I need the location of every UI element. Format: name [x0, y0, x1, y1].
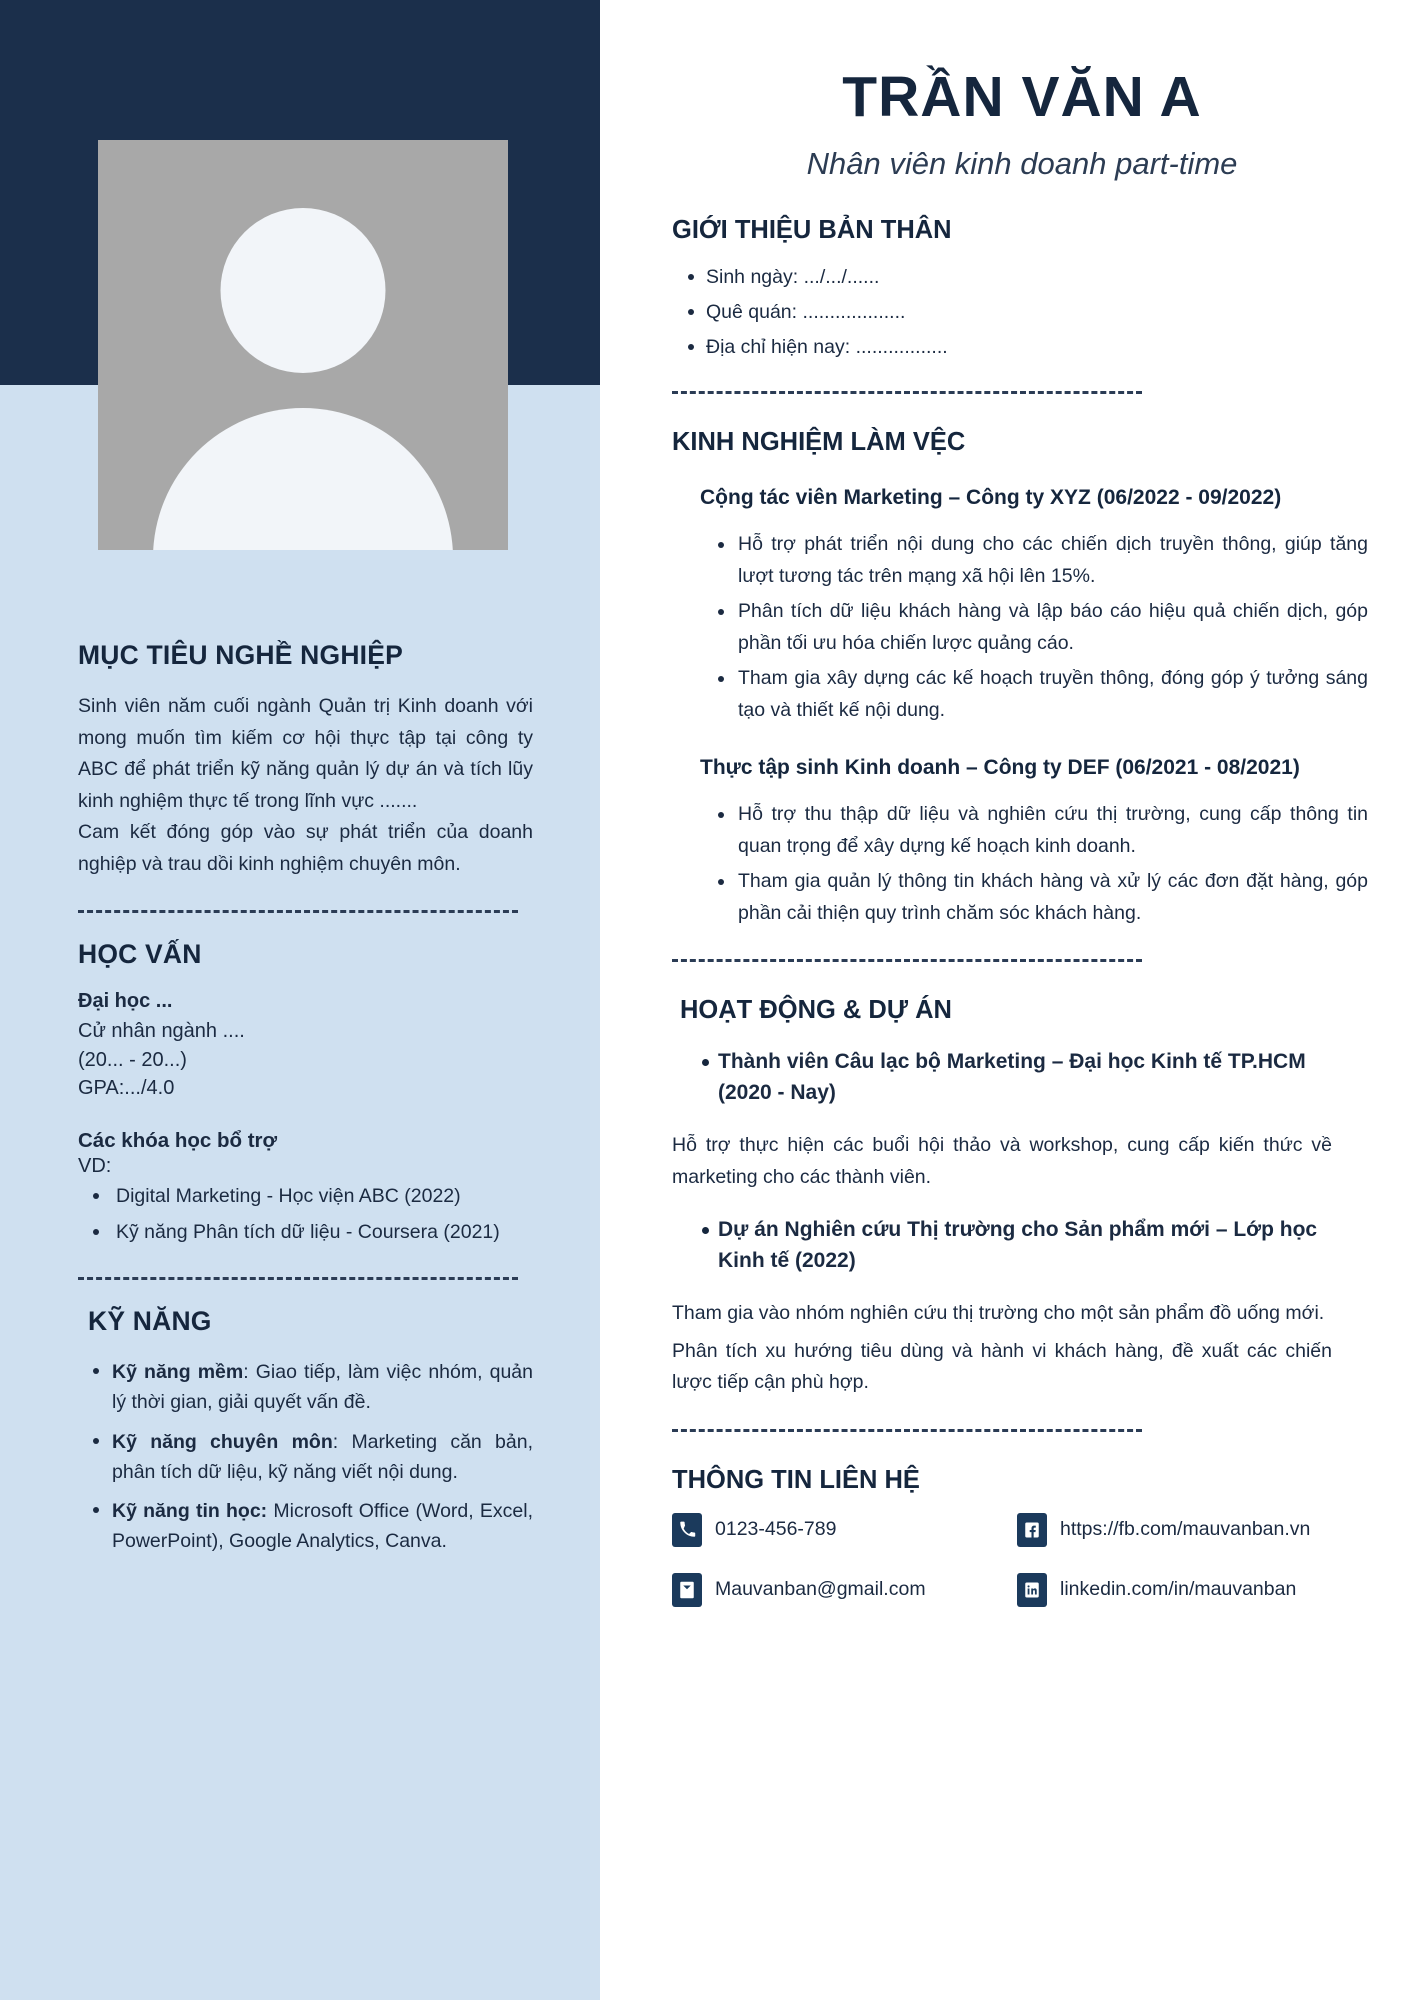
objective-paragraph-1: Sinh viên năm cuối ngành Quản trị Kinh doanh với mong muốn tìm kiếm cơ hội thực tập tại công ty ABC để phát triển kỹ năng quản lý dự án và tích lũy kinh nghiệm thực tế trong lĩnh vực ....... [78, 695, 533, 812]
divider-activities-contact [672, 1429, 1142, 1432]
avatar-body-shape [153, 408, 453, 550]
divider-education-skills [78, 1277, 518, 1280]
skill-separator: : [332, 1430, 352, 1453]
list-item: Kỹ năng Phân tích dữ liệu - Coursera (2021) [112, 1218, 533, 1247]
activity-description: Hỗ trợ thực hiện các buổi hội thảo và workshop, cung cấp kiến thức về marketing cho các thành viên. [672, 1134, 1332, 1188]
education-degree: Cử nhân ngành .... [78, 1020, 245, 1043]
education-title: HỌC VẤN [78, 939, 202, 970]
right-main [600, 0, 1414, 2000]
list-item: Tham gia xây dựng các kế hoạch truyền thông, đóng góp ý tưởng sáng tạo và thiết kế nội dung. [738, 663, 1372, 726]
list-item [112, 1496, 533, 1556]
list-item: Địa chỉ hiện nay: ................. [706, 333, 1372, 362]
courses-title: Các khóa học bổ trợ [78, 1128, 278, 1152]
list-item: Hỗ trợ phát triển nội dung cho các chiến dịch truyền thông, giúp tăng lượt tương tác trên mạng xã hội lên 15%. [738, 529, 1372, 592]
avatar-head-shape [221, 208, 386, 373]
page-title: TRẦN VĂN A [842, 65, 1202, 129]
activity-description: Tham gia vào nhóm nghiên cứu thị trường cho một sản phẩm đồ uống mới. [672, 1302, 1325, 1325]
divider-objective-education [78, 910, 518, 913]
experience-job-bullets [672, 529, 1372, 726]
list-item: Sinh ngày: .../.../...... [706, 263, 1372, 292]
left-sidebar [0, 0, 600, 2000]
courses-list [78, 1182, 533, 1248]
courses-prefix: VD: [78, 1154, 112, 1177]
activity-entry-title: Thành viên Câu lạc bộ Marketing – Đại học Kinh tế TP.HCM (2020 - Nay) [702, 1047, 1348, 1108]
contact-email[interactable] [672, 1573, 1017, 1607]
activity-description: Phân tích xu hướng tiêu dùng và hành vi khách hàng, đề xuất các chiến lược tiếp cận phù hợp. [672, 1339, 1332, 1394]
skill-value: Microsoft Office (Word, Excel, PowerPoint), Google Analytics, Canva. [112, 1500, 533, 1553]
job-role-subtitle: Nhân viên kinh doanh part-time [806, 145, 1238, 181]
experience-title: KINH NGHIỆM LÀM VỆC [672, 427, 966, 456]
list-item [112, 1427, 533, 1487]
skill-label: Kỹ năng mềm [112, 1361, 244, 1384]
left-content [78, 640, 533, 1565]
contact-value: 0123-456-789 [715, 1518, 837, 1541]
contact-value: linkedin.com/in/mauvanban [1060, 1578, 1297, 1601]
facebook-icon [1017, 1513, 1047, 1547]
contact-value: Mauvanban@gmail.com [715, 1578, 926, 1601]
skill-value: Giao tiếp, làm việc nhóm, quản lý thời gian, giải quyết vấn đề. [112, 1361, 533, 1414]
intro-list [672, 263, 1372, 363]
list-item: Quê quán: ................... [706, 298, 1372, 327]
education-years: (20... - 20...) [78, 1048, 187, 1071]
divider-intro-experience [672, 391, 1142, 394]
contact-linkedin[interactable] [1017, 1573, 1362, 1607]
contact-title: THÔNG TIN LIÊN HỆ [672, 1465, 920, 1494]
experience-job-title: Thực tập sinh Kinh doanh – Công ty DEF (06/2021 - 08/2021) [700, 755, 1300, 779]
contact-phone[interactable] [672, 1513, 1017, 1547]
skill-label: Kỹ năng tin học: [112, 1500, 268, 1523]
intro-title: GIỚI THIỆU BẢN THÂN [672, 215, 952, 244]
education-gpa: GPA:.../4.0 [78, 1077, 175, 1100]
skill-value: Marketing căn bản, phân tích dữ liệu, kỹ năng viết nội dung. [112, 1430, 533, 1483]
activity-entry-title: Dự án Nghiên cứu Thị trường cho Sản phẩm mới – Lớp học Kinh tế (2022) [702, 1215, 1348, 1276]
experience-job-title: Cộng tác viên Marketing – Công ty XYZ (06/2022 - 09/2022) [700, 485, 1282, 509]
skill-separator: : [243, 1361, 256, 1384]
right-content [672, 0, 1372, 1633]
contact-facebook[interactable] [1017, 1513, 1362, 1547]
skills-title: KỸ NĂNG [88, 1306, 212, 1337]
contact-list [672, 1513, 1362, 1633]
education-school: Đại học ... [78, 990, 173, 1013]
linkedin-icon [1017, 1573, 1047, 1607]
objective-title: MỤC TIÊU NGHỀ NGHIỆP [78, 640, 403, 670]
list-item [112, 1357, 533, 1417]
experience-job-bullets [672, 799, 1372, 929]
contact-value: https://fb.com/mauvanban.vn [1060, 1518, 1311, 1541]
list-item: Digital Marketing - Học viện ABC (2022) [112, 1182, 533, 1211]
objective-paragraph-2: Cam kết đóng góp vào sự phát triển của doanh nghiệp và trau dồi kinh nghiệm chuyên môn. [78, 821, 533, 875]
list-item: Tham gia quản lý thông tin khách hàng và xử lý các đơn đặt hàng, góp phần cải thiện quy trình chăm sóc khách hàng. [738, 866, 1372, 929]
divider-experience-activities [672, 959, 1142, 962]
list-item: Hỗ trợ thu thập dữ liệu và nghiên cứu thị trường, cung cấp thông tin quan trọng để xây dựng kế hoạch kinh doanh. [738, 799, 1372, 862]
profile-photo [98, 140, 508, 550]
phone-icon [672, 1513, 702, 1547]
activities-title: HOẠT ĐỘNG & DỰ ÁN [680, 996, 952, 1025]
skill-label: Kỹ năng chuyên môn [112, 1430, 333, 1453]
list-item: Phân tích dữ liệu khách hàng và lập báo cáo hiệu quả chiến dịch, góp phần tối ưu hóa chiến lược quảng cáo. [738, 596, 1372, 659]
email-icon [672, 1573, 702, 1607]
skills-list [78, 1357, 533, 1556]
